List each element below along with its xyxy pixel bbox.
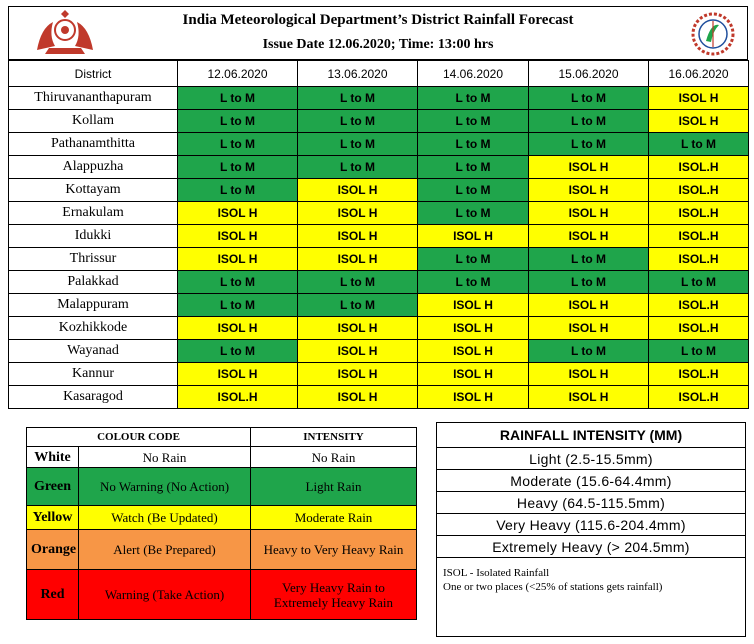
district-name: Kozhikkode [9, 317, 178, 340]
district-row [9, 248, 749, 271]
colour-intensity: Heavy to Very Heavy Rain [251, 530, 417, 570]
forecast-cell: ISOL H [418, 225, 529, 248]
colour-meaning: Warning (Take Action) [79, 570, 251, 620]
district-name: Ernakulam [9, 202, 178, 225]
forecast-cell: ISOL H [529, 363, 649, 386]
forecast-cell: ISOL H [298, 386, 418, 409]
forecast-cell: ISOL H [178, 317, 298, 340]
forecast-cell: ISOL H [298, 202, 418, 225]
forecast-cell: ISOL H [298, 179, 418, 202]
district-row [9, 225, 749, 248]
colour-meaning: No Warning (No Action) [79, 468, 251, 506]
forecast-cell: ISOL H [529, 317, 649, 340]
forecast-cell: ISOL H [418, 386, 529, 409]
forecast-cell: ISOL H [418, 340, 529, 363]
forecast-cell: L to M [529, 87, 649, 110]
district-row [9, 386, 749, 409]
colour-meaning: No Rain [79, 447, 251, 468]
forecast-cell: ISOL H [298, 340, 418, 363]
forecast-cell: ISOL H [298, 317, 418, 340]
district-row [9, 156, 749, 179]
forecast-cell: ISOL H [178, 225, 298, 248]
forecast-cell: L to M [649, 271, 749, 294]
forecast-cell: ISOL.H [649, 202, 749, 225]
forecast-cell: ISOL H [649, 110, 749, 133]
forecast-cell: ISOL H [529, 386, 649, 409]
colour-name: Red [27, 570, 79, 620]
date-column-header: 14.06.2020 [418, 61, 529, 87]
colour-code-table [26, 427, 417, 620]
district-name: Kasaragod [9, 386, 178, 409]
colour-code-row [27, 506, 417, 530]
forecast-cell: L to M [418, 87, 529, 110]
isol-note-box [436, 557, 746, 637]
colour-code-header: COLOUR CODE [27, 428, 251, 447]
forecast-cell: L to M [178, 133, 298, 156]
forecast-cell: ISOL.H [649, 248, 749, 271]
forecast-cell: L to M [298, 133, 418, 156]
forecast-cell: ISOL H [418, 317, 529, 340]
forecast-cell: ISOL H [529, 225, 649, 248]
rainfall-intensity-row [437, 492, 746, 514]
forecast-cell: ISOL H [178, 363, 298, 386]
forecast-cell: L to M [418, 179, 529, 202]
forecast-cell: L to M [178, 156, 298, 179]
date-column-header: 16.06.2020 [649, 61, 749, 87]
forecast-cell: L to M [178, 110, 298, 133]
forecast-cell: ISOL H [649, 87, 749, 110]
imd-logo-icon [689, 11, 737, 57]
district-name: Idukki [9, 225, 178, 248]
forecast-cell: L to M [298, 294, 418, 317]
forecast-cell: ISOL H [178, 202, 298, 225]
forecast-cell: L to M [418, 248, 529, 271]
rainfall-intensity-row [437, 514, 746, 536]
colour-intensity: Light Rain [251, 468, 417, 506]
rainfall-intensity-range: Moderate (15.6-64.4mm) [437, 470, 746, 492]
colour-meaning: Alert (Be Prepared) [79, 530, 251, 570]
issue-date-time: Issue Date 12.06.2020; Time: 13:00 hrs [262, 37, 494, 52]
isol-definition: ISOL - Isolated Rainfall [443, 567, 550, 579]
forecast-cell: ISOL.H [649, 386, 749, 409]
forecast-cell: ISOL.H [178, 386, 298, 409]
district-name: Pathanamthitta [9, 133, 178, 156]
forecast-cell: L to M [418, 202, 529, 225]
district-name: Kollam [9, 110, 178, 133]
colour-name: Green [27, 468, 79, 506]
district-forecast-table [8, 60, 749, 409]
rainfall-intensity-range: Very Heavy (115.6-204.4mm) [437, 514, 746, 536]
district-row [9, 294, 749, 317]
colour-code-row [27, 447, 417, 468]
report-title: India Meteorological Department’s District Rainfall Forecast [182, 12, 574, 28]
colour-intensity: No Rain [251, 447, 417, 468]
forecast-cell: L to M [529, 248, 649, 271]
colour-intensity: Very Heavy Rain to Extremely Heavy Rain [251, 570, 417, 620]
date-column-header: 13.06.2020 [298, 61, 418, 87]
district-row [9, 179, 749, 202]
forecast-cell: ISOL H [529, 202, 649, 225]
rainfall-intensity-row [437, 536, 746, 558]
forecast-cell: L to M [178, 87, 298, 110]
forecast-cell: ISOL H [178, 248, 298, 271]
forecast-cell: L to M [529, 110, 649, 133]
rainfall-intensity-range: Heavy (64.5-115.5mm) [437, 492, 746, 514]
colour-code-row [27, 468, 417, 506]
district-name: Alappuzha [9, 156, 178, 179]
forecast-cell: L to M [649, 340, 749, 363]
forecast-cell: ISOL H [418, 363, 529, 386]
district-name: Thrissur [9, 248, 178, 271]
forecast-cell: ISOL.H [649, 294, 749, 317]
district-name: Palakkad [9, 271, 178, 294]
forecast-cell: ISOL.H [649, 179, 749, 202]
district-row [9, 317, 749, 340]
rainfall-intensity-row [437, 470, 746, 492]
forecast-cell: ISOL.H [649, 363, 749, 386]
forecast-header-row [9, 61, 749, 87]
forecast-cell: ISOL H [298, 363, 418, 386]
district-row [9, 202, 749, 225]
forecast-cell: ISOL H [418, 294, 529, 317]
district-name: Kottayam [9, 179, 178, 202]
district-name: Wayanad [9, 340, 178, 363]
date-column-header: 15.06.2020 [529, 61, 649, 87]
forecast-cell: L to M [298, 271, 418, 294]
forecast-cell: L to M [418, 110, 529, 133]
district-name: Malappuram [9, 294, 178, 317]
date-column-header: 12.06.2020 [178, 61, 298, 87]
forecast-cell: ISOL H [529, 156, 649, 179]
forecast-cell: ISOL H [529, 179, 649, 202]
rainfall-intensity-header-row [437, 423, 746, 448]
colour-code-row [27, 570, 417, 620]
forecast-cell: L to M [298, 110, 418, 133]
forecast-cell: L to M [529, 133, 649, 156]
district-row [9, 340, 749, 363]
forecast-cell: L to M [529, 271, 649, 294]
rainfall-intensity-title: RAINFALL INTENSITY (MM) [437, 423, 746, 448]
forecast-cell: L to M [178, 271, 298, 294]
intensity-header: INTENSITY [251, 428, 417, 447]
forecast-cell: L to M [178, 340, 298, 363]
colour-code-row [27, 530, 417, 570]
district-row [9, 271, 749, 294]
forecast-cell: ISOL.H [649, 156, 749, 179]
forecast-cell: ISOL H [298, 225, 418, 248]
district-column-header: District [9, 61, 178, 87]
forecast-cell: L to M [529, 340, 649, 363]
forecast-cell: ISOL.H [649, 225, 749, 248]
district-name: Kannur [9, 363, 178, 386]
forecast-cell: ISOL.H [649, 317, 749, 340]
district-row [9, 133, 749, 156]
colour-intensity: Moderate Rain [251, 506, 417, 530]
rainfall-intensity-range: Light (2.5-15.5mm) [437, 448, 746, 470]
report-header [8, 6, 748, 60]
colour-name: White [27, 447, 79, 468]
isol-explanation: One or two places (<25% of stations gets rainfall) [443, 581, 663, 593]
forecast-cell: ISOL H [529, 294, 649, 317]
forecast-cell: L to M [178, 179, 298, 202]
forecast-cell: L to M [178, 294, 298, 317]
forecast-cell: L to M [298, 87, 418, 110]
district-row [9, 363, 749, 386]
forecast-cell: L to M [298, 156, 418, 179]
forecast-cell: L to M [418, 133, 529, 156]
rainfall-intensity-range: Extremely Heavy (> 204.5mm) [437, 536, 746, 558]
colour-name: Orange [27, 530, 79, 570]
colour-code-header-row [27, 428, 417, 447]
district-row [9, 87, 749, 110]
forecast-cell: L to M [418, 156, 529, 179]
district-row [9, 110, 749, 133]
district-name: Thiruvananthapuram [9, 87, 178, 110]
rainfall-intensity-row [437, 448, 746, 470]
rainfall-intensity-table [436, 422, 746, 558]
forecast-cell: ISOL H [298, 248, 418, 271]
colour-name: Yellow [27, 506, 79, 530]
colour-meaning: Watch (Be Updated) [79, 506, 251, 530]
forecast-cell: L to M [649, 133, 749, 156]
forecast-cell: L to M [418, 271, 529, 294]
